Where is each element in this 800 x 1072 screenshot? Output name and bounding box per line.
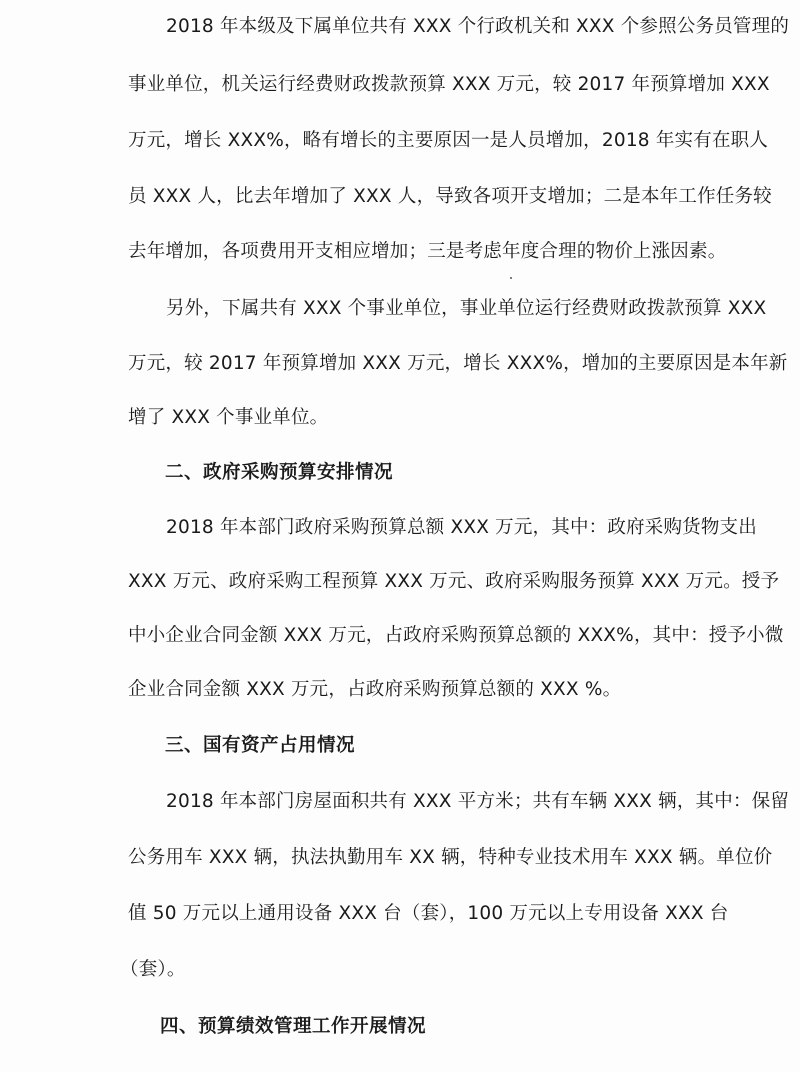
paragraph-line: （套）。 (120, 959, 186, 980)
paragraph-line: XXX 万元、政府采购工程预算 XXX 万元、政府采购服务预算 XXX 万元。授予 (128, 571, 780, 592)
paragraph-line: 增了 XXX 个事业单位。 (128, 407, 329, 428)
paragraph-line: 去年增加，各项费用开支相应增加；三是考虑年度合理的物价上涨因素。 (128, 241, 727, 262)
paragraph-line: 另外，下属共有 XXX 个事业单位，事业单位运行经费财政拨款预算 XXX (166, 298, 767, 319)
section-heading-procurement: 二、政府采购预算安排情况 (165, 462, 394, 483)
paragraph-line: 2018 年本级及下属单位共有 XXX 个行政机关和 XXX 个参照公务员管理的 (166, 16, 790, 37)
paragraph-line: 值 50 万元以上通用设备 XXX 台（套），100 万元以上专用设备 XXX 台 (128, 903, 729, 924)
paragraph-line: 中小企业合同金额 XXX 万元，占政府采购预算总额的 XXX%，其中：授予小微 (128, 625, 784, 646)
paragraph-line: 公务用车 XXX 辆，执法执勤用车 XX 辆，特种专业技术用车 XXX 辆。单位价 (128, 847, 773, 868)
scan-speck (510, 277, 512, 279)
paragraph-line: 万元，较 2017 年预算增加 XXX 万元，增长 XXX%，增加的主要原因是本年新 (128, 353, 788, 374)
paragraph-line: 企业合同金额 XXX 万元，占政府采购预算总额的 XXX %。 (128, 679, 622, 700)
section-heading-assets: 三、国有资产占用情况 (165, 735, 356, 756)
section-heading-performance: 四、预算绩效管理工作开展情况 (160, 1016, 427, 1037)
paragraph-line: 万元，增长 XXX%，略有增长的主要原因一是人员增加，2018 年实有在职人 (128, 130, 769, 151)
paragraph-line: 员 XXX 人，比去年增加了 XXX 人，导致各项开支增加；二是本年工作任务较 (128, 186, 772, 207)
paragraph-line: 2018 年本部门政府采购预算总额 XXX 万元，其中：政府采购货物支出 (166, 517, 757, 538)
paragraph-line: 事业单位，机关运行经费财政拨款预算 XXX 万元，较 2017 年预算增加 XXX (128, 74, 770, 95)
paragraph-line: 2018 年本部门房屋面积共有 XXX 平方米；共有车辆 XXX 辆，其中：保留 (166, 791, 790, 812)
